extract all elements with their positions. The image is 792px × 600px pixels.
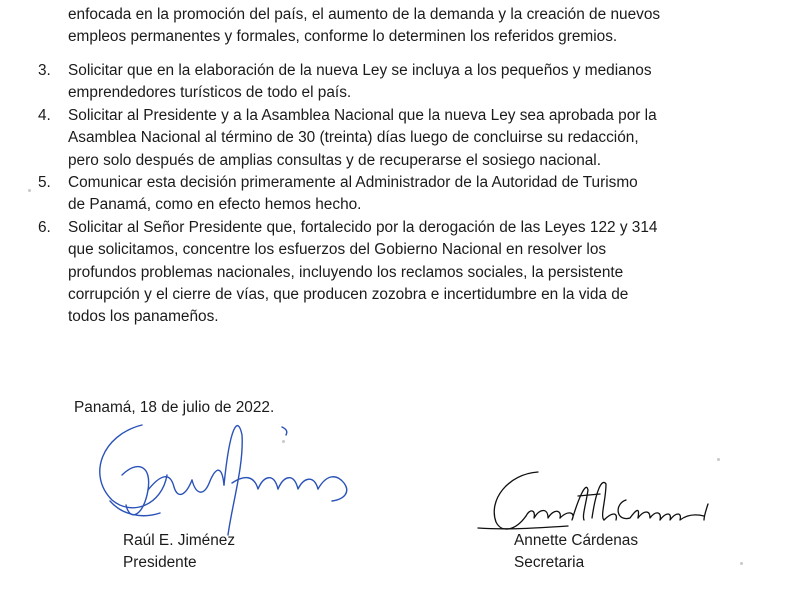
item-number: 5.	[38, 174, 51, 192]
scan-speck	[282, 440, 285, 443]
list-item	[0, 60, 792, 105]
text-line: todos los panameños.	[68, 308, 219, 326]
item-text	[68, 60, 768, 105]
document-date: Panamá, 18 de julio de 2022.	[74, 399, 275, 416]
resolution-list	[0, 60, 792, 329]
item-number: 4.	[38, 106, 51, 124]
item-number: 6.	[38, 218, 51, 236]
text-line: Solicitar al Presidente y a la Asamblea Nacional que la nueva Ley sea aprobada por la	[68, 106, 657, 124]
text-line: Comunicar esta decisión primeramente al Administrador de la Autoridad de Turismo	[68, 174, 638, 192]
text-line: profundos problemas nacionales, incluyendo los reclamos sociales, la persistente	[68, 263, 624, 281]
scan-speck	[717, 458, 720, 461]
text-line: pero solo después de amplias consultas y de recuperarse el sosiego nacional.	[68, 151, 602, 169]
signer-name: Annette Cárdenas	[514, 532, 639, 549]
signer-block-secretary	[514, 530, 638, 574]
item-text	[68, 105, 768, 172]
text-line: emprendedores turísticos de todo el país.	[68, 84, 352, 102]
continued-paragraph	[68, 4, 768, 49]
item-text	[68, 172, 768, 217]
text-line: Solicitar al Señor Presidente que, fortalecido por la derogación de las Leyes 122 y 314	[68, 218, 658, 236]
signer-name: Raúl E. Jiménez	[123, 532, 236, 549]
signature-raul-jimenez	[82, 405, 362, 545]
signature-annette-cardenas	[468, 460, 718, 540]
text-line: Solicitar que en la elaboración de la nueva Ley se incluya a los pequeños y medianos	[68, 62, 652, 79]
list-item	[0, 217, 792, 329]
signer-role: Secretaria	[514, 554, 585, 571]
signer-role: Presidente	[123, 554, 197, 571]
handwritten-signature-right	[468, 460, 718, 540]
text-line: corrupción y el cierre de vías, que producen zozobra e incertidumbre en la vida de	[68, 286, 629, 304]
scan-speck	[28, 189, 31, 192]
text-line: empleos permanentes y formales, conforme lo determinen los referidos gremios.	[68, 28, 618, 46]
item-number: 3.	[38, 62, 51, 79]
text-line: que solicitamos, concentre los esfuerzos del Gobierno Nacional en resolver los	[68, 241, 607, 259]
text-line: enfocada en la promoción del país, el aumento de la demanda y la creación de nuevos	[68, 6, 661, 23]
scan-speck	[740, 562, 743, 565]
signer-block-president	[123, 530, 235, 574]
text-line: Asamblea Nacional al término de 30 (treinta) días luego de concluirse su redacción,	[68, 129, 639, 147]
list-item	[0, 105, 792, 172]
list-item	[0, 172, 792, 217]
item-text	[68, 217, 768, 329]
text-line: de Panamá, como en efecto hemos hecho.	[68, 196, 362, 214]
handwritten-signature-left	[82, 405, 362, 545]
